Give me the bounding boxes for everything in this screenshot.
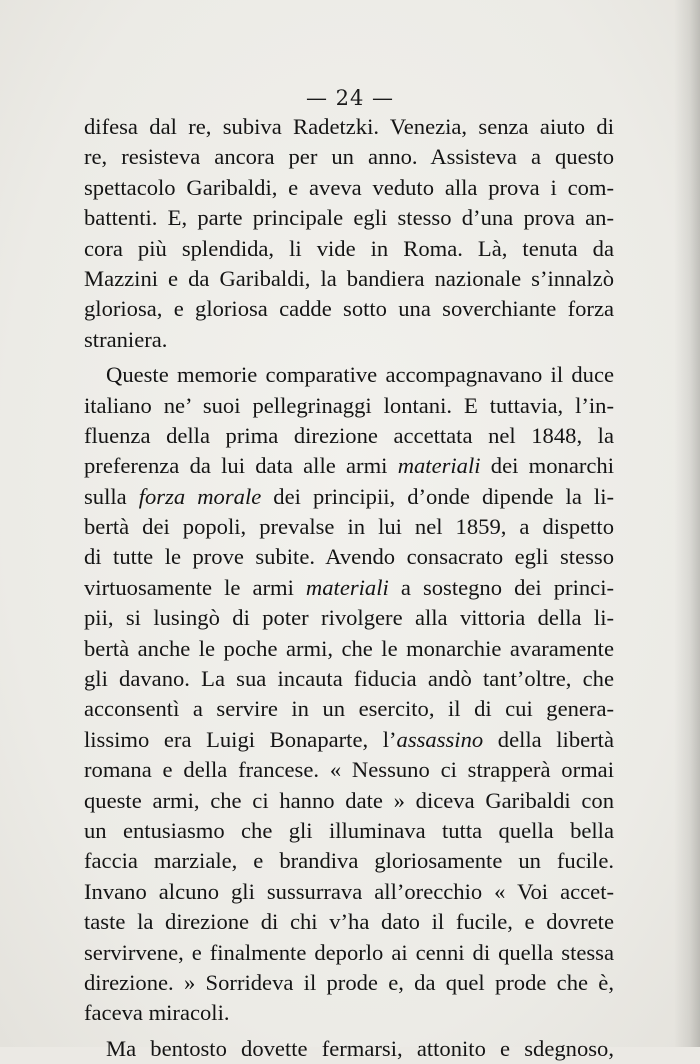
paragraph-3 <box>84 1034 614 1064</box>
italic-word: assassino <box>396 726 484 752</box>
text-line: virtuosamente le armi materiali a sostegno dei princi- <box>84 574 614 600</box>
text-line: fluenza della prima direzione accettata nel 1848, la <box>84 422 614 448</box>
text-line: Invano alcuno gli sussurrava all’orecchio « Voi accet- <box>84 878 614 904</box>
text-line: di tutte le prove subite. Avendo consacrato egli stesso <box>84 544 614 570</box>
text-line: faceva miracoli. <box>84 1000 230 1026</box>
text-line: spettacolo Garibaldi, e aveva veduto alla prova i com- <box>84 174 614 200</box>
text-line: queste armi, che ci hanno date » diceva Garibaldi con <box>84 787 614 813</box>
text-line: sulla forza morale dei principii, d’onde dipende la li- <box>84 483 614 509</box>
italic-word: forza morale <box>138 483 262 509</box>
text-line: difesa dal re, subiva Radetzki. Venezia, senza aiuto di <box>84 114 614 139</box>
text-line: romana e della francese. « Nessuno ci strapperà ormai <box>84 757 614 783</box>
text-line: bertà dei popoli, prevalse in lui nel 1859, a dispetto <box>84 514 614 540</box>
text-line: re, resisteva ancora per un anno. Assisteva a questo <box>84 144 614 170</box>
italic-word: materiali <box>305 574 389 600</box>
text-line: bertà anche le poche armi, che le monarchie avaramente <box>84 635 614 661</box>
text-line: lissimo era Luigi Bonaparte, l’assassino della libertà <box>84 726 614 752</box>
text-line: Ma bentosto dovette fermarsi, attonito e sdegnoso, <box>106 1035 614 1061</box>
text-line: pii, si lusingò di poter rivolgere alla vittoria della li- <box>84 605 614 631</box>
text-line: taste la direzione di chi v’ha dato il fucile, e dovrete <box>84 909 614 935</box>
text-line: acconsentì a servire in un esercito, il di cui genera- <box>84 696 614 722</box>
text-line: faccia marziale, e brandiva gloriosamente un fucile. <box>84 848 614 874</box>
text-line: straniera. <box>84 326 168 352</box>
text-line: gli davano. La sua incauta fiducia andò tant’oltre, che <box>84 666 614 692</box>
body-text <box>84 112 614 1064</box>
paragraph-2 <box>84 360 614 1029</box>
text-line: battenti. E, parte principale egli stesso d’una prova an- <box>84 205 614 231</box>
paragraph-1 <box>84 112 614 355</box>
page-edge-shadow <box>674 0 700 1047</box>
text-line: gloriosa, e gloriosa cadde sotto una soverchiante forza <box>84 296 614 322</box>
page-number: — 24 — <box>305 86 395 110</box>
text-line: Mazzini e da Garibaldi, la bandiera nazionale s’innalzò <box>84 265 614 291</box>
text-line: servirvene, e finalmente deporlo ai cenni di quella stessa <box>84 939 614 965</box>
text-line: un entusiasmo che gli illuminava tutta quella bella <box>84 817 614 843</box>
italic-word: materiali <box>397 453 481 479</box>
text-line: Queste memorie comparative accompagnavano il duce <box>106 362 614 388</box>
text-line: direzione. » Sorrideva il prode e, da quel prode che è, <box>84 969 614 995</box>
text-line: italiano ne’ suoi pellegrinaggi lontani. E tuttavia, l’in- <box>84 392 614 418</box>
text-line: preferenza da lui data alle armi materiali dei monarchi <box>84 453 614 479</box>
text-line: cora più splendida, li vide in Roma. Là, tenuta da <box>84 235 614 261</box>
